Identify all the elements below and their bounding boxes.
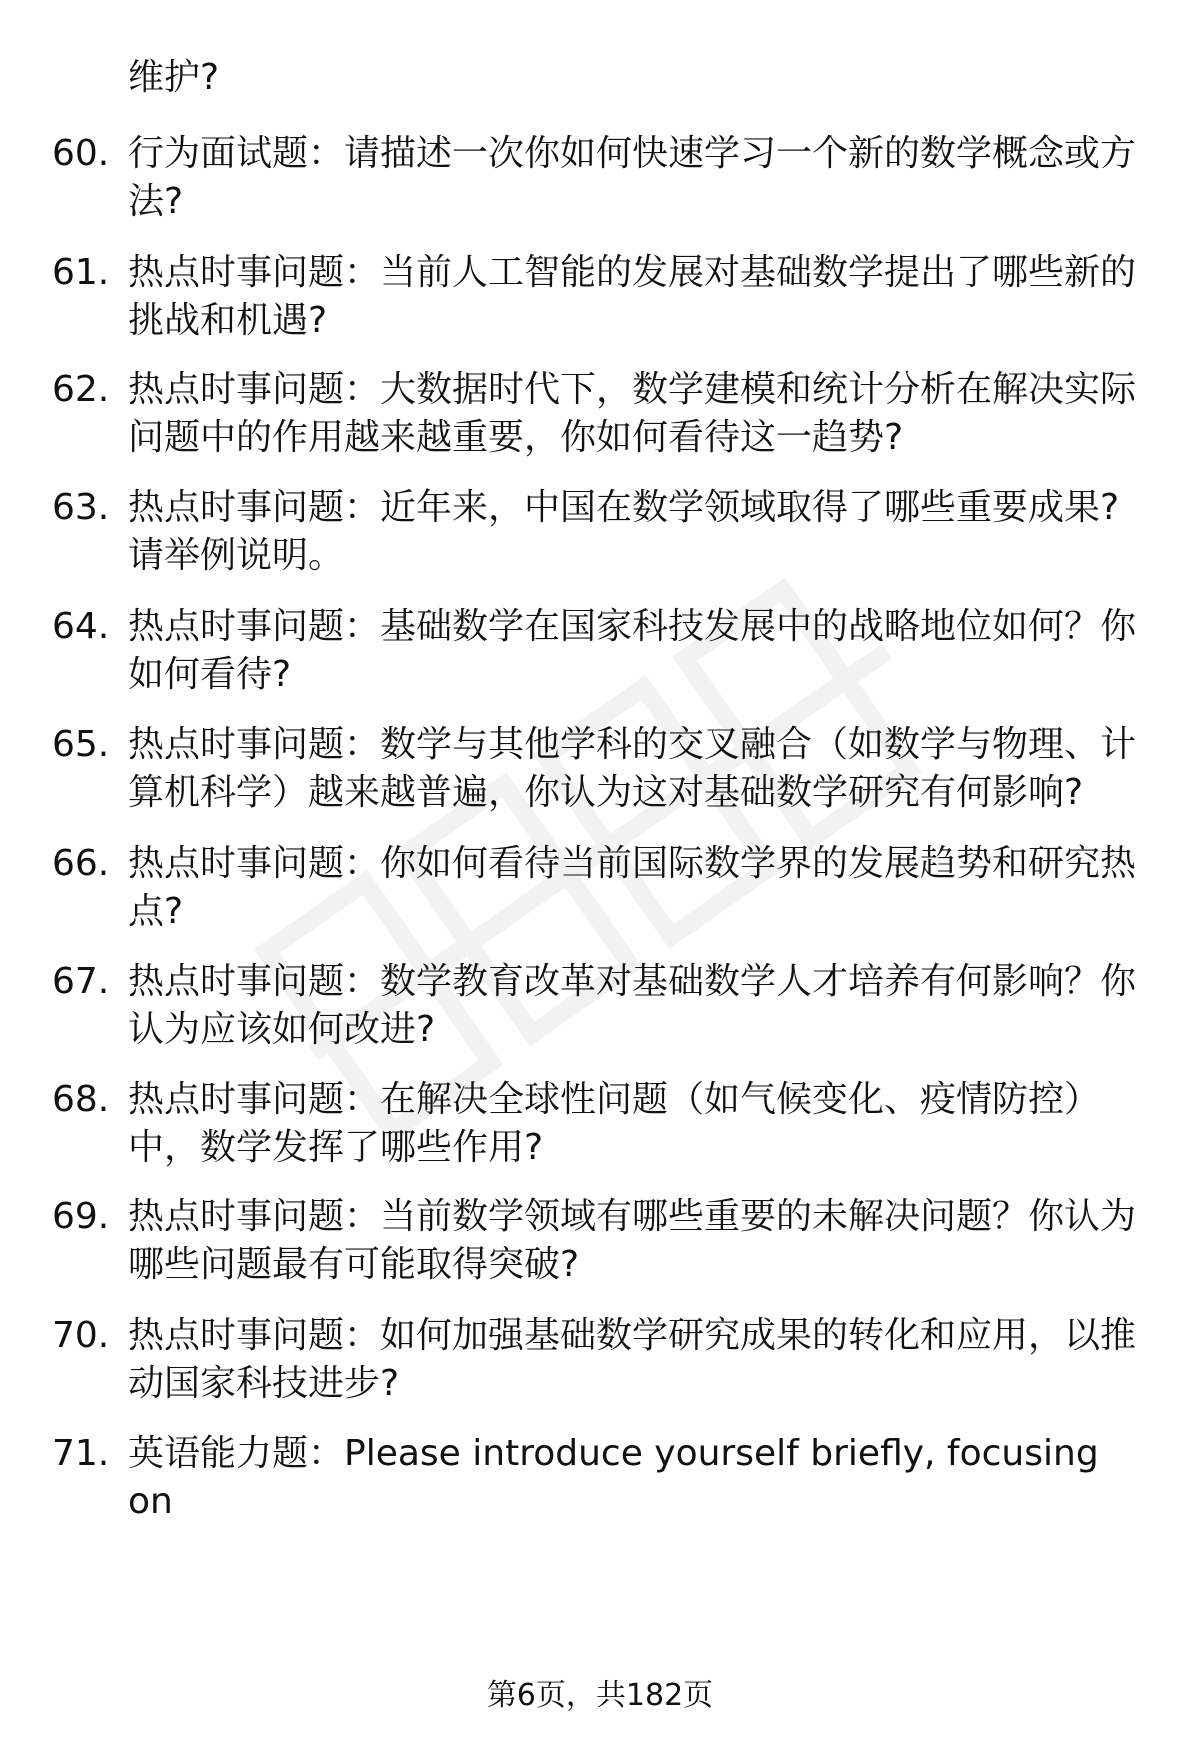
item-text: 热点时事问题：基础数学在国家科技发展中的战略地位如何？你 如何看待? — [128, 606, 1137, 695]
item-number: 65. — [52, 724, 110, 765]
item-text: 热点时事问题：近年来，中国在数学领域取得了哪些重要成果? 请举例说明。 — [128, 487, 1120, 576]
list-item — [52, 366, 1142, 462]
item-text: 热点时事问题：数学与其他学科的交叉融合（如数学与物理、计 算机科学）越来越普遍，你认为这对基础数学研究有何影响? — [128, 724, 1137, 813]
continued-text: 维护? — [128, 57, 220, 98]
item-text: 热点时事问题：如何加强基础数学研究成果的转化和应用，以推 动国家科技进步? — [128, 1315, 1137, 1404]
item-number: 62. — [52, 369, 110, 410]
item-text: 热点时事问题：在解决全球性问题（如气候变化、疫情防控） 中，数学发挥了哪些作用? — [128, 1079, 1101, 1168]
item-text: 热点时事问题：当前数学领域有哪些重要的未解决问题？你认为 哪些问题最有可能取得突破? — [128, 1196, 1137, 1285]
list-item — [52, 721, 1142, 817]
item-text: 热点时事问题：当前人工智能的发展对基础数学提出了哪些新的 挑战和机遇? — [128, 252, 1137, 341]
item-number: 63. — [52, 487, 110, 528]
item-number: 70. — [52, 1315, 110, 1356]
item-number: 68. — [52, 1079, 110, 1120]
item-number: 61. — [52, 252, 110, 293]
item-text: 热点时事问题：大数据时代下，数学建模和统计分析在解决实际 问题中的作用越来越重要，你如何看待这一趋势? — [128, 369, 1137, 458]
item-text: 热点时事问题：你如何看待当前国际数学界的发展趋势和研究热 点? — [128, 843, 1137, 932]
item-number: 66. — [52, 843, 110, 884]
list-item — [52, 1076, 1142, 1172]
item-number: 64. — [52, 606, 110, 647]
list-item — [52, 1193, 1142, 1289]
list-item — [52, 1430, 1142, 1526]
item-text: 热点时事问题：数学教育改革对基础数学人才培养有何影响？你 认为应该如何改进? — [128, 961, 1137, 1050]
page-footer: 第6页，共182页 — [486, 1678, 714, 1713]
item-number: 67. — [52, 961, 110, 1002]
item-number: 69. — [52, 1196, 110, 1237]
item-text: 英语能力题：Please introduce yourself briefly, focusing on — [128, 1433, 1111, 1522]
item-text: 行为面试题：请描述一次你如何快速学习一个新的数学概念或方 法? — [128, 133, 1137, 222]
list-item — [52, 603, 1142, 699]
list-item — [52, 249, 1142, 345]
list-item — [52, 958, 1142, 1054]
list-item — [52, 130, 1142, 226]
list-item — [52, 840, 1142, 936]
list-item — [52, 484, 1142, 580]
item-number: 60. — [52, 133, 110, 174]
list-item — [52, 1312, 1142, 1408]
item-number: 71. — [52, 1433, 110, 1474]
